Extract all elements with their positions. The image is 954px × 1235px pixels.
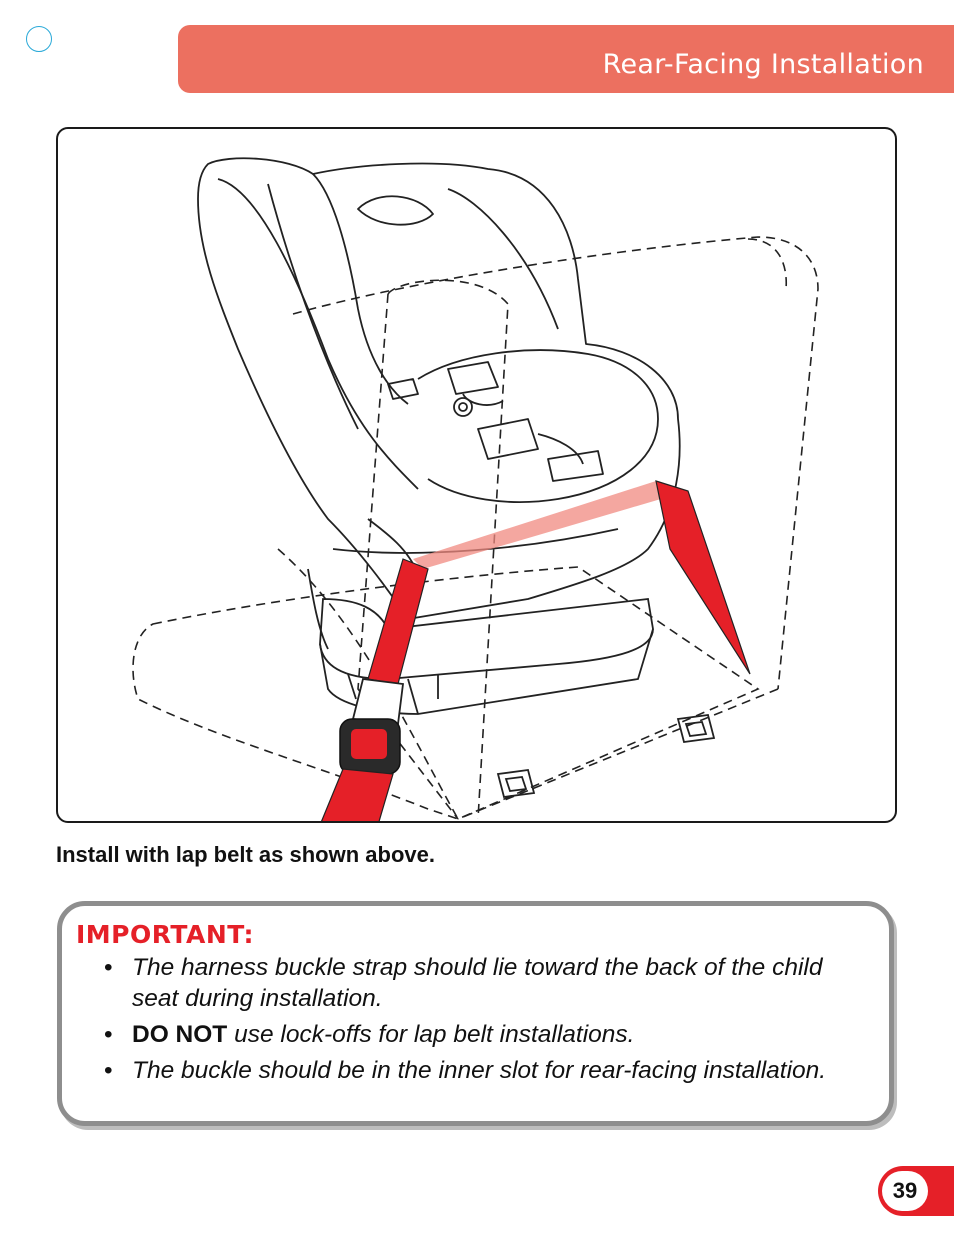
note-item <box>104 1055 864 1086</box>
important-note-box <box>57 901 894 1126</box>
section-title: Rear-Facing Installation <box>602 49 924 80</box>
note-item-text: use lock-offs for lap belt installations. <box>227 1021 635 1048</box>
note-item-text: The harness buckle strap should lie toward the back of the child seat during installation. <box>132 954 823 1012</box>
note-heading: IMPORTANT: <box>76 920 254 949</box>
installation-illustration <box>56 127 897 823</box>
note-item <box>104 952 864 1014</box>
bullet-icon: • <box>104 1021 113 1048</box>
note-item-emphasis: DO NOT <box>132 1021 228 1048</box>
note-item <box>104 1019 864 1050</box>
figure-caption: Install with lap belt as shown above. <box>56 842 435 867</box>
bullet-icon: • <box>104 1057 113 1084</box>
page-number-tab <box>878 1166 954 1216</box>
car-seat-lap-belt-drawing <box>58 129 897 823</box>
vehicle-seat-outline <box>133 237 818 819</box>
registration-mark-icon <box>26 26 52 52</box>
child-seat-shell <box>198 158 680 649</box>
bullet-icon: • <box>104 954 113 981</box>
section-header <box>178 25 954 93</box>
page-number: 39 <box>882 1171 928 1211</box>
note-list <box>104 952 864 1091</box>
vehicle-anchor-icons <box>498 715 714 797</box>
note-item-text: The buckle should be in the inner slot for rear-facing installation. <box>132 1057 827 1084</box>
